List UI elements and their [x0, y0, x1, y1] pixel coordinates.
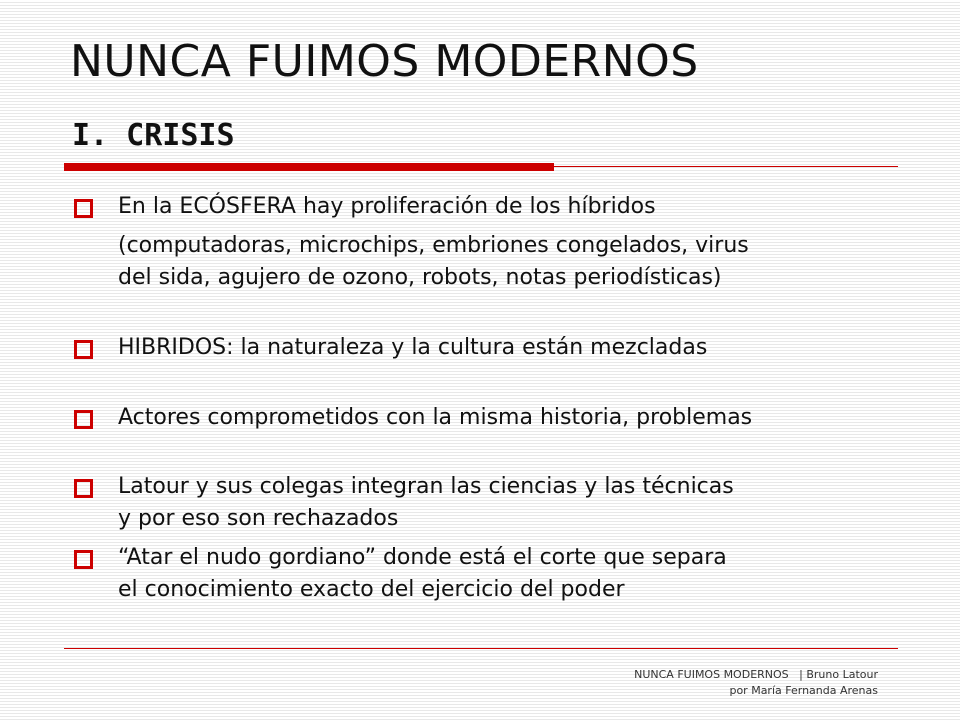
footer-divider: [64, 648, 898, 649]
checkbox-icon: [74, 410, 93, 429]
bullet-text: Actores comprometidos con la misma historia, problemas: [118, 405, 753, 430]
slide-footer: [634, 667, 878, 699]
checkbox-icon: [74, 340, 93, 359]
bullet-text: “Atar el nudo gordiano” donde está el corte que separa el conocimiento exacto del ejercicio del poder: [118, 545, 727, 602]
bullet-item: [74, 332, 904, 364]
bullet-item: [74, 191, 904, 223]
footer-line-2: por María Fernanda Arenas: [729, 684, 878, 697]
checkbox-icon: [74, 550, 93, 569]
bullet-item: [74, 402, 904, 434]
slide-subtitle: I. CRISIS: [72, 118, 235, 153]
bullet-item: [74, 542, 904, 606]
checkbox-icon: [74, 199, 93, 218]
checkbox-icon: [74, 479, 93, 498]
bullet-text: HIBRIDOS: la naturaleza y la cultura están mezcladas: [118, 335, 708, 360]
bullet-detail: (computadoras, microchips, embriones congelados, virus del sida, agujero de ozono, robots, notas periodísticas): [118, 233, 749, 290]
footer-line-1: NUNCA FUIMOS MODERNOS | Bruno Latour: [634, 668, 878, 681]
title-divider-thick: [64, 163, 554, 171]
title-divider-thin: [554, 166, 898, 167]
slide-title: NUNCA FUIMOS MODERNOS: [70, 36, 699, 87]
bullet-text: En la ECÓSFERA hay proliferación de los híbridos: [118, 194, 656, 219]
bullet-text: Latour y sus colegas integran las ciencias y las técnicas y por eso son rechazados: [118, 474, 734, 531]
bullet-item: [74, 471, 904, 535]
